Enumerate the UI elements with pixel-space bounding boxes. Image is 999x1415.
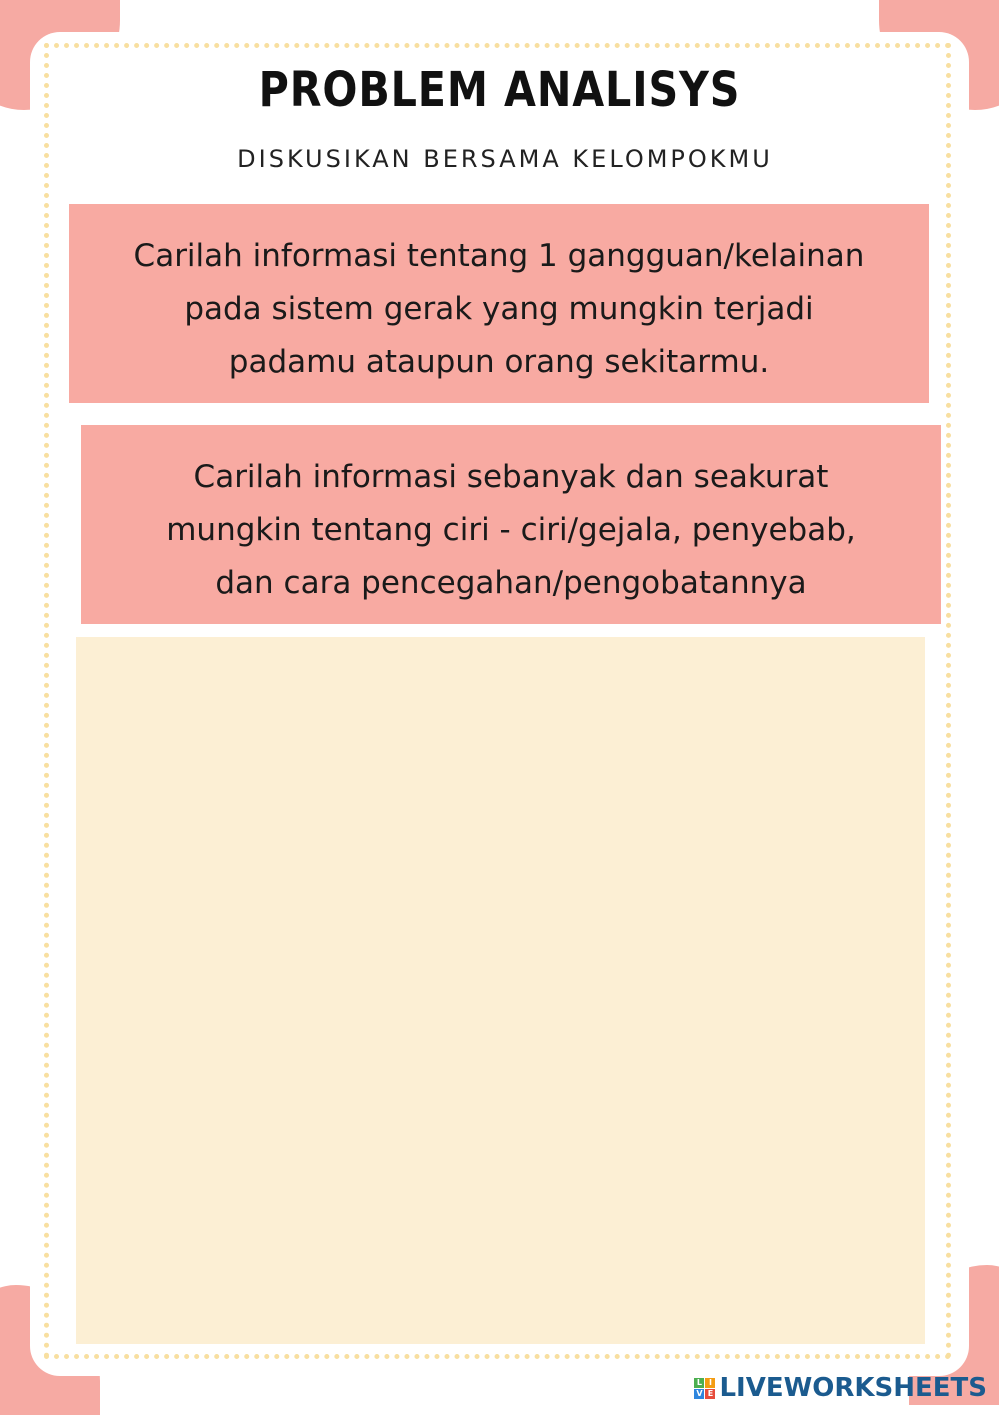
instruction-1-line-3: padamu ataupun orang sekitarmu. <box>228 344 770 380</box>
instruction-box-2 <box>81 425 941 624</box>
liveworksheets-watermark <box>694 1373 987 1403</box>
instruction-2-line-1: Carilah informasi sebanyak dan seakurat <box>193 459 829 495</box>
instruction-2-line-3: dan cara pencegahan/pengobatannya <box>215 565 807 601</box>
instruction-box-1 <box>69 204 929 403</box>
instruction-2-line-2: mungkin tentang ciri - ciri/gejala, penyebab, <box>166 512 856 548</box>
page-subtitle: DISKUSIKAN BERSAMA KELOMPOKMU <box>237 145 773 173</box>
answer-text-area[interactable] <box>76 637 925 1344</box>
page-title: PROBLEM ANALISYS <box>258 62 741 118</box>
instruction-1-line-2: pada sistem gerak yang mungkin terjadi <box>184 291 814 327</box>
watermark-text: LIVEWORKSHEETS <box>719 1373 987 1403</box>
instruction-1-line-1: Carilah informasi tentang 1 gangguan/kelainan <box>133 238 865 274</box>
liveworksheets-logo-icon: L I V E <box>694 1378 715 1399</box>
